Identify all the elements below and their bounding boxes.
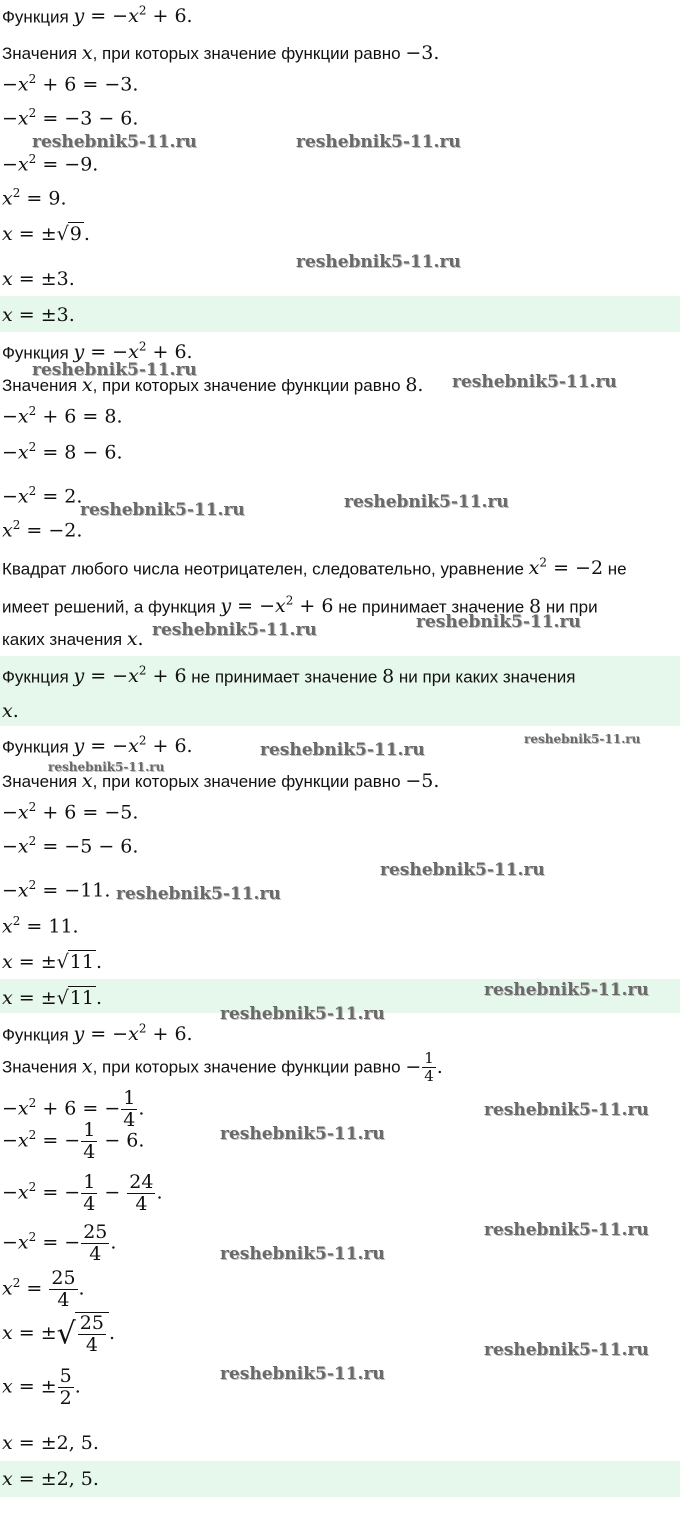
equation-line: x = ±2, 5.: [2, 1432, 99, 1454]
watermark: reshebnik5-11.ru: [152, 620, 317, 640]
watermark: reshebnik5-11.ru: [484, 1220, 649, 1240]
equation-line: $-x^2 + 6 = -5$.: [2, 800, 139, 824]
equation-line: $-x^2 = -5 - 6$.: [2, 834, 139, 858]
equation-line: $-x^2$ = − $\frac{1}{4}$ − 6.: [2, 1119, 145, 1163]
function-definition-2: Функция $y = -x^2 + 6$.: [2, 340, 193, 364]
watermark: reshebnik5-11.ru: [524, 732, 641, 746]
function-definition-3: Функция $y = -x^2 + 6$.: [2, 734, 193, 758]
watermark: reshebnik5-11.ru: [220, 1124, 385, 1144]
equation-line: $-x^2$ = − $\frac{25}{4}$ .: [2, 1221, 117, 1265]
answer-2-line-2: x.: [2, 700, 19, 722]
watermark: reshebnik5-11.ru: [344, 492, 509, 512]
watermark: reshebnik5-11.ru: [48, 760, 165, 774]
equation-line: $-x^2 = -11$.: [2, 878, 111, 902]
explanation-line-3: каких значения x.: [2, 628, 144, 650]
watermark: reshebnik5-11.ru: [32, 132, 197, 152]
answer-4: x = ±2, 5.: [2, 1468, 99, 1490]
equation-line: $-x^2$ = − $\frac{1}{4}$ − $\frac{24}{4}$ .: [2, 1171, 163, 1215]
equation-line: $x^2 = -2$.: [2, 518, 83, 542]
task-statement-2: Значения x, при которых значение функции равно 8.: [2, 374, 424, 396]
equation-line: x = ±√9 .: [2, 223, 90, 245]
equation-line: x = ±√11 .: [2, 951, 102, 973]
equation-line: $x^2 = 9$.: [2, 186, 67, 210]
watermark: reshebnik5-11.ru: [416, 612, 581, 632]
task-statement-3: Значения x, при которых значение функции равно −5.: [2, 770, 440, 792]
watermark: reshebnik5-11.ru: [220, 1004, 385, 1024]
equation-line: $-x^2 = 2$.: [2, 484, 83, 508]
equation-line: x = ± $\frac{5}{2}$ .: [2, 1365, 81, 1409]
equation-line: $-x^2 + 6 = 8$.: [2, 404, 123, 428]
equation-line: $-x^2 + 6 = -3$.: [2, 72, 139, 96]
equation-line: x = ±3.: [2, 268, 75, 290]
equation-line: $-x^2 = -9$.: [2, 152, 99, 176]
equation-line: $-x^2 = 8 - 6$.: [2, 440, 123, 464]
watermark: reshebnik5-11.ru: [260, 740, 425, 760]
watermark: reshebnik5-11.ru: [484, 1100, 649, 1120]
function-definition-1: Функция $y = -x^2 + 6$.: [2, 4, 193, 28]
watermark: reshebnik5-11.ru: [296, 252, 461, 272]
equation-line: x = ±√ $\frac{25}{4}$ .: [2, 1312, 115, 1356]
equation-line: $-x^2 = -3 - 6$.: [2, 106, 139, 130]
equation-line: $x^2$ = $\frac{25}{4}$ .: [2, 1267, 85, 1311]
watermark: reshebnik5-11.ru: [116, 884, 281, 904]
answer-3: x = ±√11 .: [2, 987, 102, 1009]
task-statement-1: Значения x, при которых значение функции равно −3.: [2, 42, 440, 64]
answer-2-line-1: Фукнция $y = -x^2 + 6$ не принимает значение 8 ни при каких значения: [2, 664, 576, 688]
equation-line: $-x^2 + 6$ = − $\frac{1}{4}$ .: [2, 1087, 145, 1131]
watermark: reshebnik5-11.ru: [484, 1340, 649, 1360]
watermark: reshebnik5-11.ru: [452, 372, 617, 392]
explanation-line-2: имеет решений, а функция $y = -x^2 + 6$ не принимает значение 8 ни при: [2, 594, 598, 618]
function-definition-4: Функция $y = -x^2 + 6$.: [2, 1022, 193, 1046]
explanation-line-1: Квадрат любого числа неотрицателен, следовательно, уравнение $x^2 = -2$ не: [2, 556, 627, 580]
watermark: reshebnik5-11.ru: [296, 132, 461, 152]
watermark: reshebnik5-11.ru: [220, 1364, 385, 1384]
equation-line: $x^2 = 11$.: [2, 914, 79, 938]
task-statement-4: Значения x, при которых значение функции равно − $\frac{1}{4}$ .: [2, 1049, 443, 1085]
watermark: reshebnik5-11.ru: [380, 860, 545, 880]
watermark: reshebnik5-11.ru: [80, 500, 245, 520]
watermark: reshebnik5-11.ru: [484, 980, 649, 1000]
watermark: reshebnik5-11.ru: [220, 1244, 385, 1264]
answer-1: x = ±3.: [2, 304, 75, 326]
watermark: reshebnik5-11.ru: [32, 360, 197, 380]
